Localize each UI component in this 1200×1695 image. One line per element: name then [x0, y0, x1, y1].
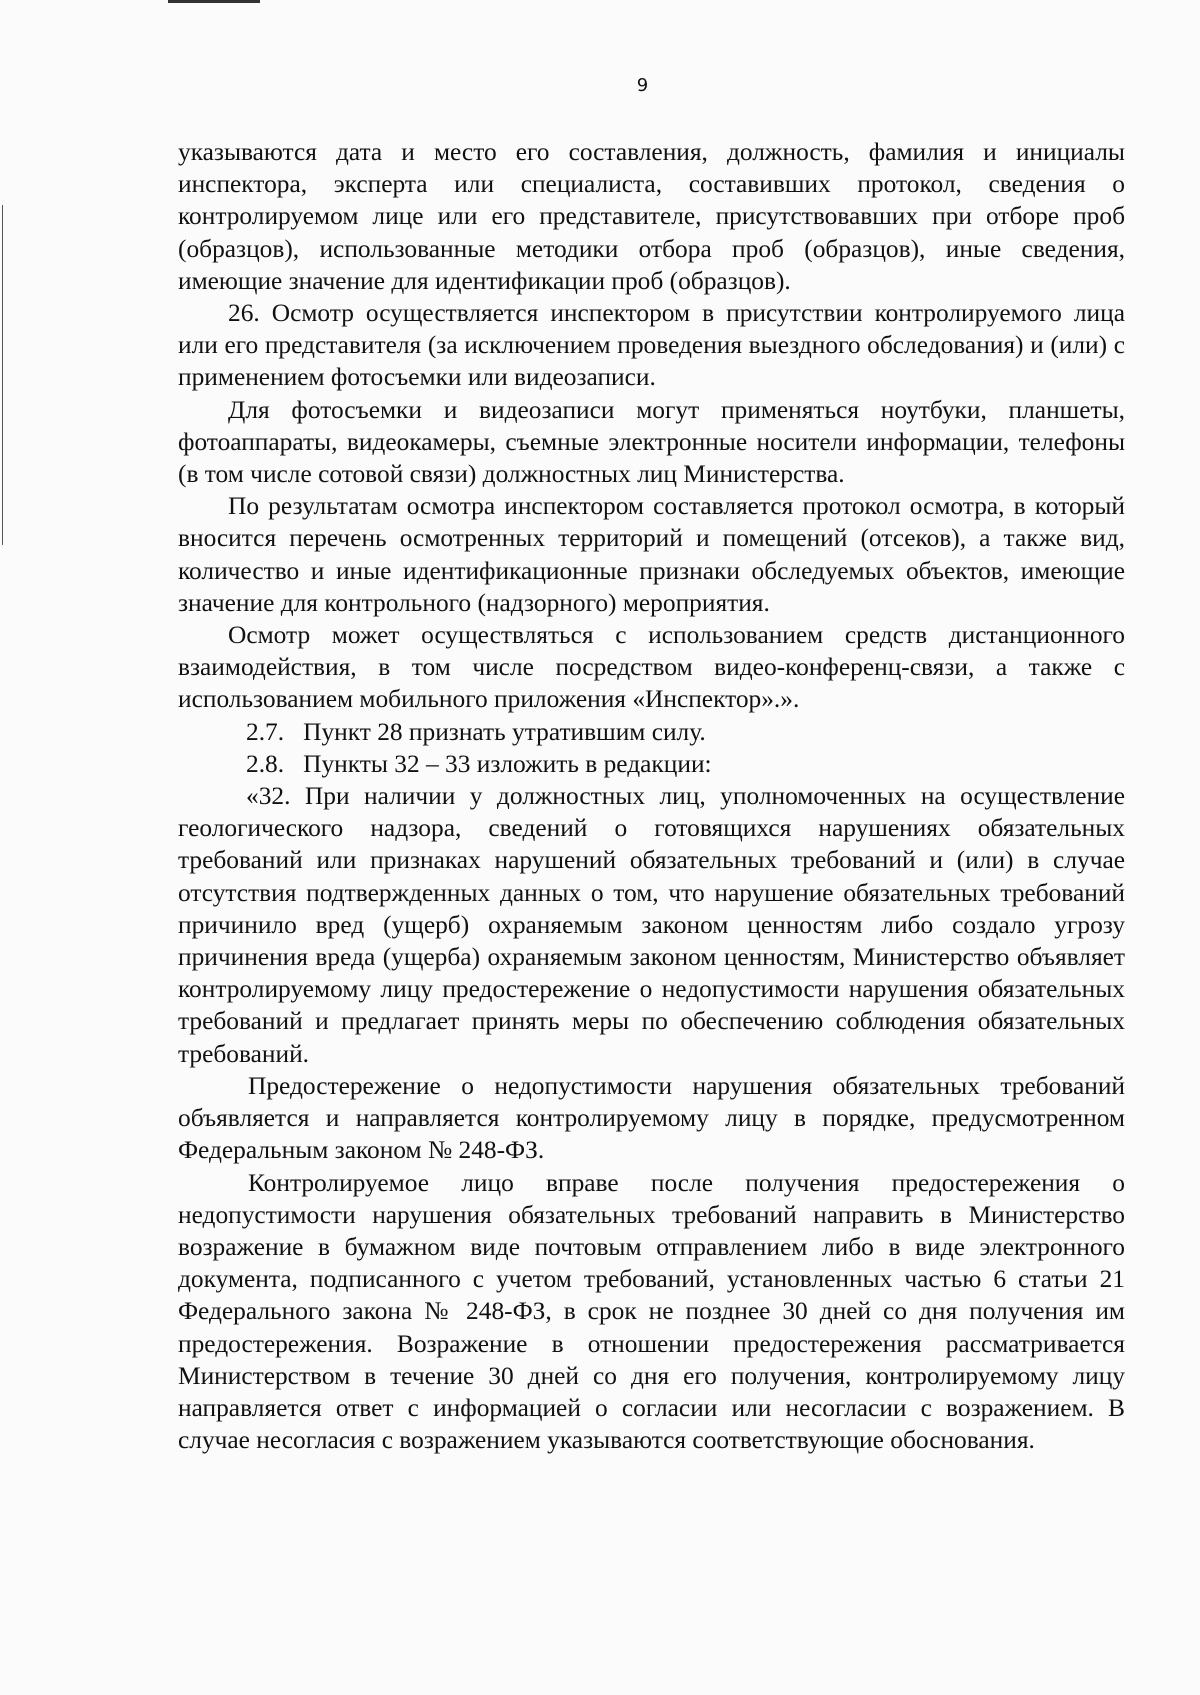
paragraph: Осмотр может осуществляться с использованием средств дистанционного взаимодействия, в том числе посредством видео-конференц-связи, а также с использованием мобильного приложения «Инспектор».». [178, 621, 1125, 714]
left-edge-mark [2, 205, 3, 545]
list-item: 2.7. Пункт 28 признать утратившим силу. [246, 717, 706, 746]
paragraph: Предостережение о недопустимости нарушения обязательных требований объявляется и направляется контролируемому лицу в порядке, предусмотренном Федеральным законом № 248-ФЗ. [178, 1071, 1125, 1165]
paragraph: По результатам осмотра инспектором составляется протокол осмотра, в который вносится перечень осмотренных территорий и помещений (отсеков), а также вид, количество и иные идентификационные признаки обследуемых объектов, имеющие значение для контрольного (надзорного) мероприятия. [178, 492, 1125, 617]
paragraph: Для фотосъемки и видеозаписи могут применяться ноутбуки, планшеты, фотоаппараты, видеокамеры, съемные электронные носители информации, телефоны (в том числе сотовой связи) должностных лиц Министерства. [178, 395, 1125, 489]
top-edge-mark [168, 0, 260, 3]
paragraph: Контролируемое лицо вправе после получения предостережения о недопустимости нарушения обязательных требований направить в Министерство возражение в бумажном виде почтовым отправлением либо в виде электронного документа, подписанного с учетом требований, установленных частью 6 статьи 21 Федерального закона № 248-ФЗ, в срок не позднее 30 дней со дня получения им предостережения. Возражение в отношении предостережения рассматривается Министерством в течение 30 дней со дня его получения, контролируемому лицу направляется ответ с информацией о согласии или несогласии с возражением. В случае несогласия с возражением указываются соответствующие обоснования. [178, 1168, 1125, 1455]
list-item: 2.8. Пункты 32 – 33 изложить в редакции: [246, 749, 712, 778]
paragraph: 26. Осмотр осуществляется инспектором в присутствии контролируемого лица или его представителя (за исключением проведения выездного обследования) и (или) с применением фотосъемки или видеозаписи. [178, 299, 1125, 392]
paragraph: указываются дата и место его составления, должность, фамилия и инициалы инспектора, эксперта или специалиста, составивших протокол, сведения о контролируемом лице или его представителе, присутствовавших при отборе проб (образцов), использованные методики отбора проб (образцов), иные сведения, имеющие значение для идентификации проб (образцов). [178, 138, 1125, 295]
page-number: 9 [636, 75, 649, 96]
paragraph: «32. При наличии у должностных лиц, уполномоченных на осуществление геологического надзора, сведений о готовящихся нарушениях обязательных требований или признаках нарушений обязательных требований и (или) в случае отсутствия подтвержденных данных о том, что нарушение обязательных требований причинило вред (ущерб) охраняемым законом ценностям либо создало угрозу причинения вреда (ущерба) охраняемым законом ценностям, Министерство объявляет контролируемому лицу предостережение о недопустимости нарушения обязательных требований и предлагает принять меры по обеспечению соблюдения обязательных требований. [178, 782, 1125, 1068]
document-body [178, 136, 1125, 1456]
